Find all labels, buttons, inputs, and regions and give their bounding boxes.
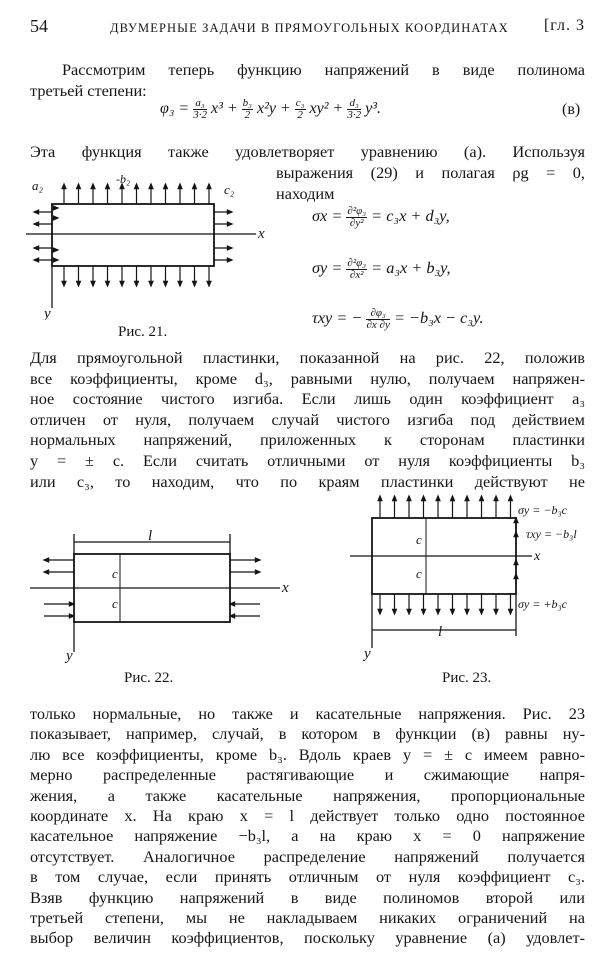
arrow-head <box>255 558 260 562</box>
arrow-head <box>135 184 139 189</box>
arrow-head <box>227 258 232 262</box>
arrow-head <box>91 281 95 286</box>
arrow-head <box>62 281 66 286</box>
arrow-head <box>480 609 484 614</box>
arrow-head <box>407 496 411 501</box>
arrow-head <box>178 281 182 286</box>
arrow-head <box>34 222 39 226</box>
arrow-head <box>77 281 81 286</box>
paragraph-2-side: выражения (29) и полагая ρg = 0, находим <box>276 163 585 203</box>
arrow-head <box>207 184 211 189</box>
arrow-head <box>227 210 232 214</box>
arrow-head <box>193 281 197 286</box>
arrow-head <box>193 184 197 189</box>
text-line: в том случае, если принять отличным от нуля коэффициент c₃. <box>30 867 585 887</box>
arrow-head <box>509 496 513 501</box>
arrow-head <box>149 281 153 286</box>
fig23-axis-x: x <box>534 549 541 564</box>
arrow-head <box>255 570 260 574</box>
fig22-label-l: l <box>148 528 153 544</box>
arrow-head <box>53 206 58 210</box>
arrow-head <box>422 609 426 614</box>
intro-paragraph <box>30 60 585 101</box>
arrow-head <box>44 570 49 574</box>
stress-eq-sigma-x: σx = $\frac{\text{∂²φ₃}}{\text{∂y²}}$ = c₃x + d₃y, <box>312 205 450 229</box>
fig21-label-a2: a₂ <box>32 178 44 193</box>
arrow-head <box>207 281 211 286</box>
text-line: лю все коэффициенты, кроме b₃. Вдоль краев y = ± c имеем равно- <box>30 744 585 764</box>
arrow-head <box>164 184 168 189</box>
arrow-head <box>178 184 182 189</box>
arrow-head <box>77 184 81 189</box>
text-line: Рассмотрим теперь функцию напряжений в виде полинома <box>62 60 585 79</box>
arrow-head <box>53 216 58 220</box>
fig23-label-tau: τxy = −b₃l <box>526 527 577 541</box>
arrow-head <box>44 558 49 562</box>
text-line: нормальных напряжений, приложенных к сторонам пластинки <box>30 430 585 450</box>
fig21-axis-x: x <box>258 226 265 242</box>
arrow-head <box>149 184 153 189</box>
arrow-head <box>465 609 469 614</box>
arrow-head <box>62 184 66 189</box>
text-line: или c₃, то находим, что по краям пластинки действуют не <box>30 471 585 491</box>
text-line: координате x. На краю x = l действует только одно постоянное <box>30 806 585 826</box>
equation-v: φ₃ = $\frac{\text{a₃}}{3\cdot 2}$ x³ + $\frac{\text{b₃}}{2}$ x²y + $\frac{\text{c₃}}{2}$ xy² + $\frac{\text{d₃}}{3\cdot 2}$ y³. <box>160 97 381 121</box>
text-line: отличен от нуля, получаем случай чистого изгиба под действием <box>30 409 585 429</box>
arrow-head <box>34 246 39 250</box>
arrow-head <box>407 609 411 614</box>
fig22-axis-x: x <box>282 580 289 596</box>
running-header <box>30 16 585 40</box>
arrow-head <box>509 609 513 614</box>
fig21-caption: Рис. 21. <box>118 324 168 340</box>
running-title: ДВУМЕРНЫЕ ЗАДАЧИ В ПРЯМОУГОЛЬНЫХ КООРДИНАТАХ <box>110 21 509 35</box>
chapter-label: [гл. 3 <box>543 17 585 34</box>
stress-eq-tau-xy: τxy = − $\frac{\text{∂φ₃}}{\partial x \partial y}$ = −b₃x − c₃y. <box>312 307 484 331</box>
arrow-head <box>135 281 139 286</box>
text-line: жения, а также касательные напряжения, пропорциональные <box>30 785 585 805</box>
fig23-label-sigma-bottom: σy = +b₃c <box>518 597 567 611</box>
arrow-head <box>34 210 39 214</box>
text-line: мерно распределенные растягивающие и сжимающие напря- <box>30 765 585 785</box>
arrow-head <box>514 574 518 579</box>
arrow-head <box>436 496 440 501</box>
fig23-label-c-bottom: c <box>416 566 422 581</box>
fig21-label-c2: c₂ <box>224 182 235 197</box>
arrow-head <box>451 496 455 501</box>
text-line: показывает, например, случай, в котором в функции (в) равны ну- <box>30 724 585 744</box>
text-line: Для прямоугольной пластинки, показанной на рис. 22, положив <box>30 348 585 367</box>
figure-23 <box>350 490 590 666</box>
arrow-head <box>465 496 469 501</box>
arrow-head <box>378 609 382 614</box>
fig22-axis-y: y <box>66 648 73 664</box>
text-line: только нормальные, но также и касательные напряжения. Рис. 23 <box>30 704 585 723</box>
arrow-head <box>120 281 124 286</box>
arrow-head <box>514 532 518 537</box>
arrow-head <box>436 609 440 614</box>
fig21-label-b2: -b₂ <box>116 172 131 186</box>
arrow-head <box>378 496 382 501</box>
text-line: касательное напряжение −b₃l, а на краю x = 0 напряжение <box>30 826 585 846</box>
text-line: все коэффициенты, кроме d₃, равными нулю, получаем напряжен- <box>30 368 585 388</box>
fig23-axis-y: y <box>364 646 371 662</box>
figure-21 <box>26 168 276 320</box>
paragraph-3 <box>30 348 585 492</box>
fig23-label-l: l <box>438 624 443 640</box>
arrow-head <box>494 609 498 614</box>
arrow-head <box>34 258 39 262</box>
paragraph-2-line1: Эта функция также удовлетворяет уравнению (а). Используя <box>30 142 585 161</box>
text-line: отсутствует. Аналогичное распределение напряжений получается <box>30 846 585 866</box>
page-number: 54 <box>30 16 48 36</box>
arrow-head <box>393 609 397 614</box>
arrow-head <box>91 184 95 189</box>
fig22-label-c-bottom: c <box>112 596 118 611</box>
arrow-head <box>422 496 426 501</box>
text-line: Взяв функцию напряжений в виде полиномов второй или <box>30 887 585 907</box>
fig23-label-c-top: c <box>416 532 422 547</box>
arrow-head <box>451 609 455 614</box>
fig22-label-c-top: c <box>112 566 118 581</box>
equation-label: (в) <box>562 101 581 118</box>
arrow-head <box>53 248 58 252</box>
arrow-head <box>393 496 397 501</box>
arrow-head <box>227 246 232 250</box>
text-line: третьей степени: <box>30 80 147 100</box>
arrow-head <box>164 281 168 286</box>
fig22-caption: Рис. 22. <box>124 670 174 686</box>
paragraph-4 <box>30 704 585 949</box>
arrow-head <box>106 281 110 286</box>
fig21-axis-y: y <box>44 306 51 320</box>
arrow-head <box>227 222 232 226</box>
text-line: третьей степени, мы не накладываем никаких ограничений на <box>30 908 585 928</box>
fig23-caption: Рис. 23. <box>442 670 492 686</box>
text-line: ное состояние чистого изгиба. Если лишь один коэффициент a₃ <box>30 389 585 409</box>
text-line: y = ± c. Если считать отличными от нуля коэффициенты b₃ <box>30 450 585 470</box>
fig23-label-sigma-top: σy = −b₃c <box>518 503 567 517</box>
arrow-head <box>480 496 484 501</box>
arrow-head <box>53 258 58 262</box>
figure-22 <box>30 524 300 664</box>
arrow-head <box>514 560 518 565</box>
stress-eq-sigma-y: σy = $\frac{\text{∂²φ₃}}{\text{∂x²}}$ = a₃x + b₃y, <box>312 257 451 281</box>
arrow-head <box>494 496 498 501</box>
text-line: выбор величин коэффициентов, поскольку уравнение (а) удовлет- <box>30 928 585 948</box>
arrow-head <box>106 184 110 189</box>
